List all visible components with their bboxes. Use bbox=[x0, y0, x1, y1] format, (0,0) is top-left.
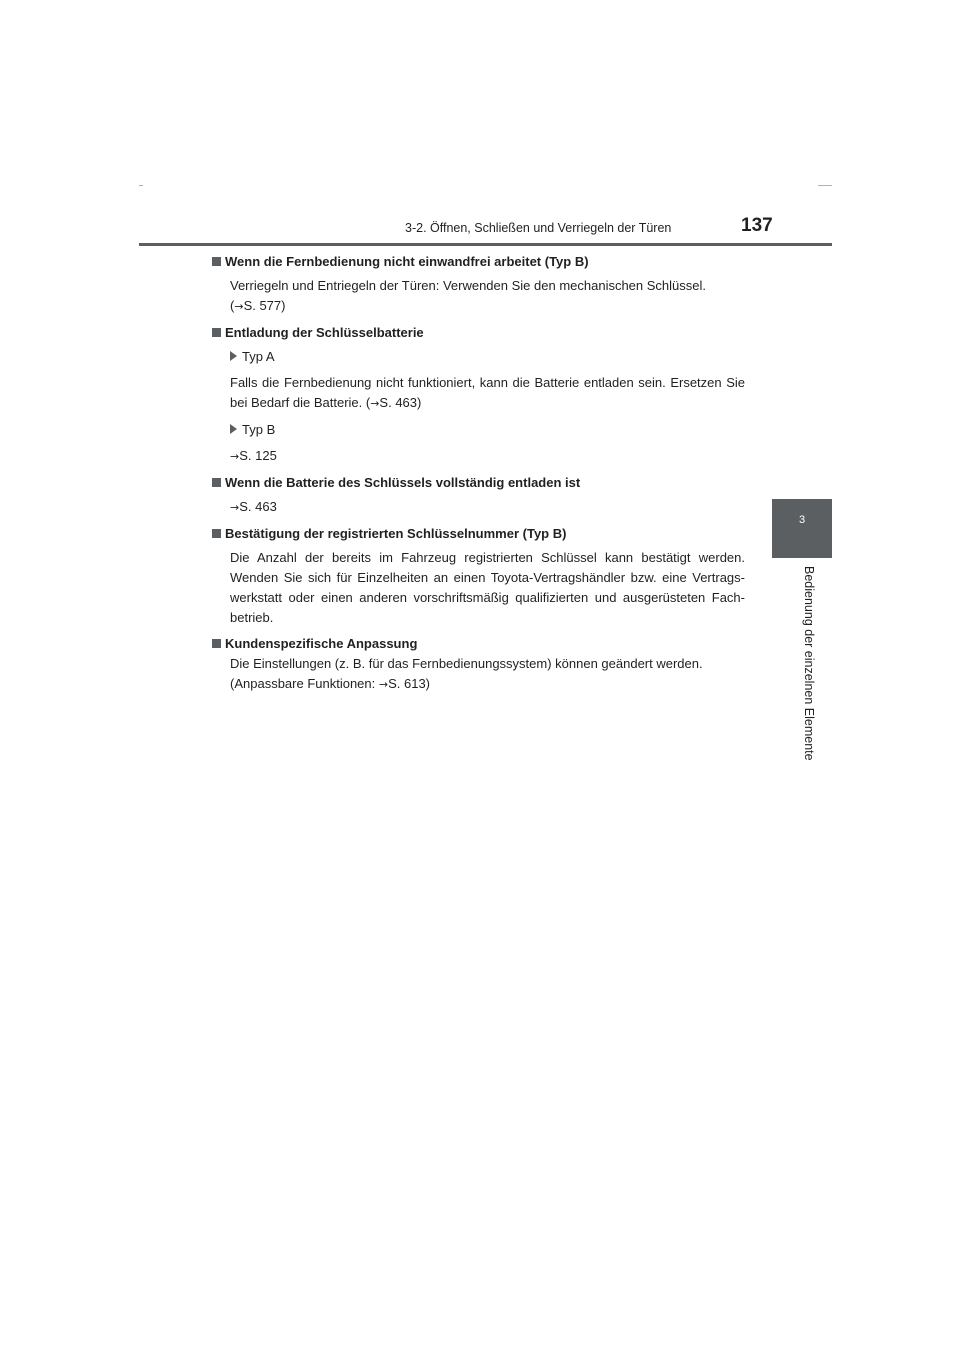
section-customization bbox=[213, 634, 745, 695]
page-number: 137 bbox=[741, 215, 773, 236]
triangle-bullet-icon bbox=[230, 424, 237, 434]
page-reference-link[interactable]: S. 463 bbox=[239, 499, 277, 514]
page-content bbox=[213, 252, 745, 695]
page-reference-link[interactable]: S. 577) bbox=[243, 298, 286, 313]
section-battery-fully-discharged bbox=[213, 473, 745, 518]
section-battery-discharge bbox=[213, 323, 745, 467]
chapter-tab bbox=[772, 499, 832, 558]
page-reference-link[interactable]: S. 613) bbox=[388, 676, 431, 691]
chapter-side-title: Bedienung der einzelnen Elemente bbox=[802, 566, 816, 761]
square-bullet-icon bbox=[212, 639, 221, 648]
page-reference-link[interactable]: S. 125 bbox=[239, 448, 277, 463]
arrow-right-icon: → bbox=[234, 300, 244, 313]
page-reference-link[interactable]: S. 463) bbox=[379, 395, 422, 410]
paragraph: Verriegeln und Entriegeln der Türen: Verwenden Sie den mechanischen Schlüssel. (→S. 577) bbox=[230, 278, 707, 313]
crop-mark-right bbox=[818, 185, 832, 186]
running-header-section: 3-2. Öffnen, Schließen und Verriegeln der Türen bbox=[405, 221, 672, 235]
section-heading: Kundenspezifische Anpassung bbox=[213, 634, 745, 654]
header-rule bbox=[139, 243, 832, 246]
triangle-bullet-icon bbox=[230, 351, 237, 361]
arrow-right-icon: → bbox=[378, 678, 389, 691]
section-remote-malfunction bbox=[213, 252, 745, 317]
square-bullet-icon bbox=[212, 529, 221, 538]
paragraph bbox=[230, 446, 745, 467]
section-heading: Entladung der Schlüsselbatterie bbox=[213, 323, 745, 343]
crop-mark-left bbox=[139, 185, 143, 186]
paragraph: Die Anzahl der bereits im Fahrzeug registrierten Schlüssel kann bestätigt werden. Wenden Sie sich für Einzelheiten an einen Toyota-Vertragshändler bzw. eine Vertrags-werkstatt oder einen anderen vorschriftsmäßig qualifizierten und ausgerüsteten Fach-betrieb. bbox=[230, 550, 745, 625]
paragraph: Falls die Fernbedienung nicht funktioniert, kann die Batterie entladen sein. Ersetzen Sie bei Bedarf die Batterie. (→S. 463) bbox=[230, 375, 745, 410]
square-bullet-icon bbox=[212, 478, 221, 487]
square-bullet-icon bbox=[212, 257, 221, 266]
sub-heading-type-b: Typ B bbox=[230, 420, 745, 440]
sub-heading-type-a: Typ A bbox=[230, 347, 745, 367]
section-key-number-confirmation bbox=[213, 524, 745, 628]
paragraph: Die Einstellungen (z. B. für das Fernbedienungssystem) können geändert werden. (Anpassbare Funktionen: →S. 613) bbox=[230, 656, 703, 691]
arrow-right-icon: → bbox=[370, 397, 380, 410]
section-heading: Wenn die Fernbedienung nicht einwandfrei arbeitet (Typ B) bbox=[213, 252, 745, 272]
section-heading: Bestätigung der registrierten Schlüsselnummer (Typ B) bbox=[213, 524, 745, 544]
paragraph bbox=[230, 497, 745, 518]
arrow-right-icon: → bbox=[230, 450, 240, 463]
chapter-tab-number: 3 bbox=[798, 514, 806, 526]
square-bullet-icon bbox=[212, 328, 221, 337]
arrow-right-icon: → bbox=[230, 501, 240, 514]
section-heading: Wenn die Batterie des Schlüssels vollständig entladen ist bbox=[213, 473, 745, 493]
